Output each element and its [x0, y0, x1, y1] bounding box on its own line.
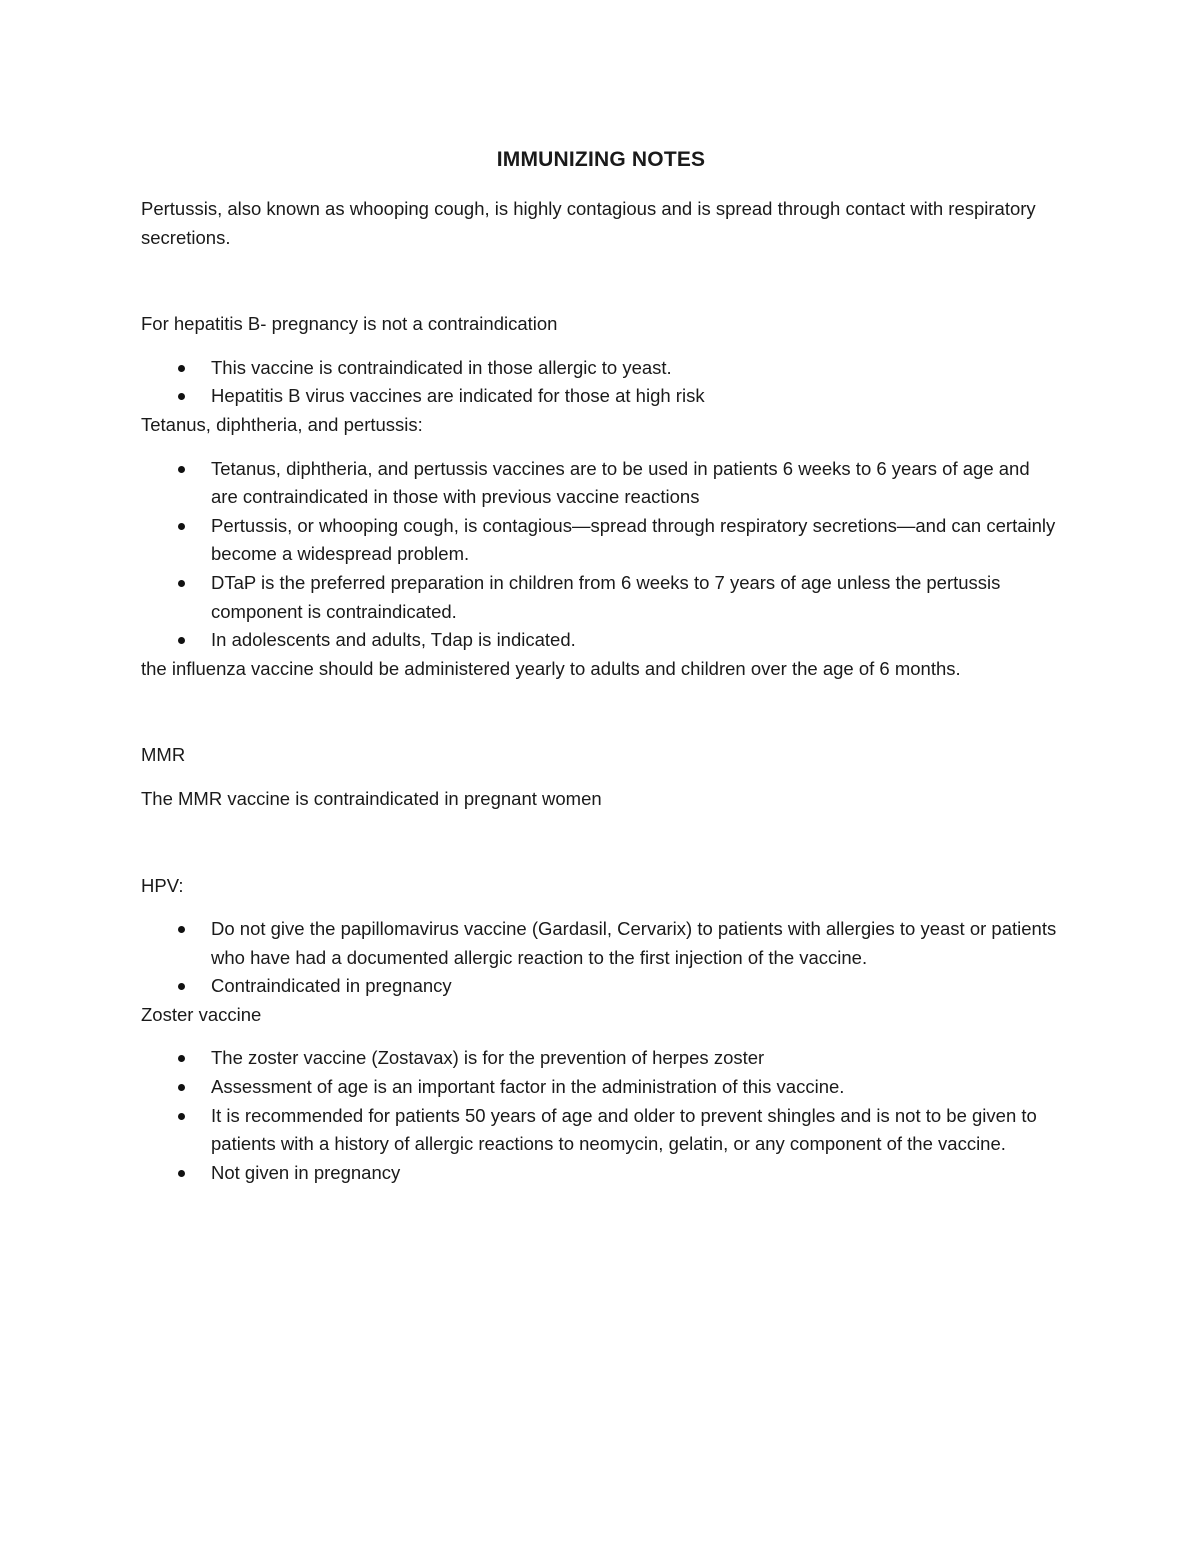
hepatitis-section [141, 310, 1061, 411]
hepatitis-bullet-list [141, 354, 1061, 411]
tdap-section [141, 411, 1061, 655]
zoster-heading: Zoster vaccine [141, 1003, 262, 1025]
mmr-section [141, 741, 1061, 813]
document-body [141, 146, 1061, 1187]
hpv-section [141, 872, 1061, 1001]
bullet-item: Contraindicated in pregnancy [141, 972, 1061, 1001]
bullet-item: Not given in pregnancy [141, 1159, 1061, 1188]
bullet-item: The zoster vaccine (Zostavax) is for the prevention of herpes zoster [141, 1044, 1061, 1073]
mmr-heading: MMR [141, 744, 186, 766]
bullet-item: Hepatitis B virus vaccines are indicated for those at high risk [141, 382, 1061, 411]
hpv-heading: HPV: [141, 874, 184, 896]
tdap-bullet-list [141, 455, 1061, 655]
bullet-item: Do not give the papillomavirus vaccine (Gardasil, Cervarix) to patients with allergies to yeast or patients who have had a documented allergic reaction to the first injection of the vaccine. [141, 915, 1061, 972]
bullet-item: Pertussis, or whooping cough, is contagious—spread through respiratory secretions—and can certainly become a widespread problem. [141, 512, 1061, 569]
bullet-item: Tetanus, diphtheria, and pertussis vaccines are to be used in patients 6 weeks to 6 years of age and are contraindicated in those with previous vaccine reactions [141, 455, 1061, 512]
zoster-section [141, 1001, 1061, 1188]
intro-paragraph: Pertussis, also known as whooping cough, is highly contagious and is spread through contact with respiratory secretions. [141, 198, 1036, 248]
hpv-bullet-list [141, 915, 1061, 1001]
bullet-item: DTaP is the preferred preparation in children from 6 weeks to 7 years of age unless the pertussis component is contraindicated. [141, 569, 1061, 626]
mmr-text: The MMR vaccine is contraindicated in pregnant women [141, 787, 602, 809]
influenza-paragraph: the influenza vaccine should be administered yearly to adults and children over the age of 6 months. [141, 657, 961, 679]
bullet-item: This vaccine is contraindicated in those allergic to yeast. [141, 354, 1061, 383]
hepatitis-heading: For hepatitis B- pregnancy is not a contraindication [141, 313, 558, 335]
zoster-bullet-list [141, 1044, 1061, 1187]
bullet-item: Assessment of age is an important factor in the administration of this vaccine. [141, 1073, 1061, 1102]
bullet-item: It is recommended for patients 50 years of age and older to prevent shingles and is not to be given to patients with a history of allergic reactions to neomycin, gelatin, or any component of the vaccine. [141, 1102, 1061, 1159]
document-title: IMMUNIZING NOTES [496, 148, 706, 171]
tdap-heading: Tetanus, diphtheria, and pertussis: [141, 413, 423, 435]
bullet-item: In adolescents and adults, Tdap is indicated. [141, 626, 1061, 655]
